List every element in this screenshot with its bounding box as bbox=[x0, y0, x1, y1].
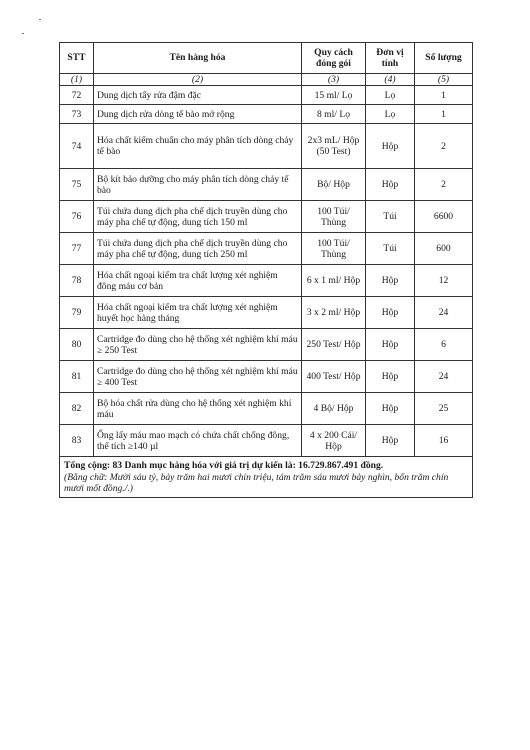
row-quantity: 1 bbox=[415, 86, 473, 105]
row-quantity: 1 bbox=[415, 105, 473, 124]
column-number: (5) bbox=[415, 74, 473, 86]
column-number: (3) bbox=[302, 74, 366, 86]
header-stt: STT bbox=[60, 43, 94, 74]
row-packaging: 3 x 2 ml/ Hộp bbox=[302, 297, 366, 329]
row-name: Ống lấy máu mao mạch có chứa chất chống đông, thể tích ≥140 µl bbox=[94, 425, 302, 457]
header-quantity: Số lượng bbox=[415, 43, 473, 74]
row-unit: Lọ bbox=[366, 86, 415, 105]
row-name: Dung dịch rửa dòng tế bào mở rộng bbox=[94, 105, 302, 124]
row-unit: Hộp bbox=[366, 425, 415, 457]
scan-speck bbox=[39, 19, 41, 20]
table-row bbox=[60, 169, 473, 201]
column-number-row bbox=[60, 74, 473, 86]
row-packaging: 8 ml/ Lọ bbox=[302, 105, 366, 124]
row-packaging: 4 Bộ/ Hộp bbox=[302, 393, 366, 425]
row-unit: Hộp bbox=[366, 393, 415, 425]
row-stt: 74 bbox=[60, 124, 94, 169]
row-unit: Túi bbox=[366, 201, 415, 233]
row-unit: Hộp bbox=[366, 265, 415, 297]
row-stt: 80 bbox=[60, 329, 94, 361]
row-stt: 83 bbox=[60, 425, 94, 457]
table-row bbox=[60, 265, 473, 297]
summary-cell bbox=[60, 457, 473, 498]
amount-in-words: (Bằng chữ: Mười sáu tỷ, bảy trăm hai mươi chín triệu, tám trăm sáu mươi bảy nghìn, bốn trăm chín mươi mốt đồng./.) bbox=[64, 471, 449, 494]
row-stt: 72 bbox=[60, 86, 94, 105]
row-name: Túi chứa dung dịch pha chế dịch truyền dùng cho máy pha chế tự động, dung tích 250 ml bbox=[94, 233, 302, 265]
total-line: Tổng cộng: 83 Danh mục hàng hóa với giá trị dự kiến là: 16.729.867.491 đồng. bbox=[64, 460, 384, 472]
row-packaging: 100 Túi/ Thùng bbox=[302, 201, 366, 233]
row-packaging: 400 Test/ Hộp bbox=[302, 361, 366, 393]
row-packaging: 2x3 mL/ Hộp (50 Test) bbox=[302, 124, 366, 169]
row-name: Dung dịch tẩy rửa đậm đặc bbox=[94, 86, 302, 105]
row-quantity: 25 bbox=[415, 393, 473, 425]
row-unit: Hộp bbox=[366, 169, 415, 201]
row-unit: Hộp bbox=[366, 297, 415, 329]
column-number: (4) bbox=[366, 74, 415, 86]
row-quantity: 24 bbox=[415, 297, 473, 329]
row-name: Bộ hóa chất rửa dùng cho hệ thống xét nghiệm khí máu bbox=[94, 393, 302, 425]
row-name: Túi chứa dung dịch pha chế dịch truyền dùng cho máy pha chế tự động, dung tích 150 ml bbox=[94, 201, 302, 233]
table-row bbox=[60, 233, 473, 265]
row-name: Hóa chất ngoại kiểm tra chất lượng xét nghiệm đông máu cơ bản bbox=[94, 265, 302, 297]
row-stt: 77 bbox=[60, 233, 94, 265]
row-packaging: 250 Test/ Hộp bbox=[302, 329, 366, 361]
row-unit: Lọ bbox=[366, 105, 415, 124]
row-quantity: 6 bbox=[415, 329, 473, 361]
row-stt: 75 bbox=[60, 169, 94, 201]
row-name: Bộ kít bảo dưỡng cho máy phân tích dòng chảy tế bào bbox=[94, 169, 302, 201]
row-quantity: 2 bbox=[415, 124, 473, 169]
table-row bbox=[60, 124, 473, 169]
table-row bbox=[60, 425, 473, 457]
column-number: (1) bbox=[60, 74, 94, 86]
table-row bbox=[60, 201, 473, 233]
goods-table bbox=[59, 42, 473, 498]
table-row bbox=[60, 329, 473, 361]
row-stt: 73 bbox=[60, 105, 94, 124]
column-number: (2) bbox=[94, 74, 302, 86]
row-quantity: 24 bbox=[415, 361, 473, 393]
row-packaging: 4 x 200 Cái/ Hộp bbox=[302, 425, 366, 457]
row-unit: Túi bbox=[366, 233, 415, 265]
summary-row bbox=[60, 457, 473, 498]
row-stt: 79 bbox=[60, 297, 94, 329]
table-header-row bbox=[60, 43, 473, 74]
header-name: Tên hàng hóa bbox=[94, 43, 302, 74]
row-unit: Hộp bbox=[366, 361, 415, 393]
row-stt: 76 bbox=[60, 201, 94, 233]
row-quantity: 600 bbox=[415, 233, 473, 265]
row-stt: 78 bbox=[60, 265, 94, 297]
row-name: Hóa chất ngoại kiểm tra chất lượng xét nghiệm huyết học hàng tháng bbox=[94, 297, 302, 329]
row-quantity: 12 bbox=[415, 265, 473, 297]
row-name: Cartridge đo dùng cho hệ thống xét nghiệm khí máu ≥ 250 Test bbox=[94, 329, 302, 361]
row-unit: Hộp bbox=[366, 329, 415, 361]
table-row bbox=[60, 86, 473, 105]
scan-speck bbox=[22, 33, 24, 34]
row-unit: Hộp bbox=[366, 124, 415, 169]
table-row bbox=[60, 393, 473, 425]
row-quantity: 16 bbox=[415, 425, 473, 457]
table-row bbox=[60, 105, 473, 124]
table-row bbox=[60, 297, 473, 329]
row-name: Hóa chất kiểm chuẩn cho máy phân tích dòng chảy tế bào bbox=[94, 124, 302, 169]
row-packaging: 15 ml/ Lọ bbox=[302, 86, 366, 105]
row-packaging: 6 x 1 ml/ Hộp bbox=[302, 265, 366, 297]
row-packaging: Bộ/ Hộp bbox=[302, 169, 366, 201]
row-stt: 82 bbox=[60, 393, 94, 425]
header-packaging: Quy cách đóng gói bbox=[302, 43, 366, 74]
header-unit: Đơn vị tính bbox=[366, 43, 415, 74]
row-name: Cartridge đo dùng cho hệ thống xét nghiệm khí máu ≥ 400 Test bbox=[94, 361, 302, 393]
table-row bbox=[60, 361, 473, 393]
row-quantity: 6600 bbox=[415, 201, 473, 233]
row-packaging: 100 Túi/ Thùng bbox=[302, 233, 366, 265]
row-stt: 81 bbox=[60, 361, 94, 393]
row-quantity: 2 bbox=[415, 169, 473, 201]
